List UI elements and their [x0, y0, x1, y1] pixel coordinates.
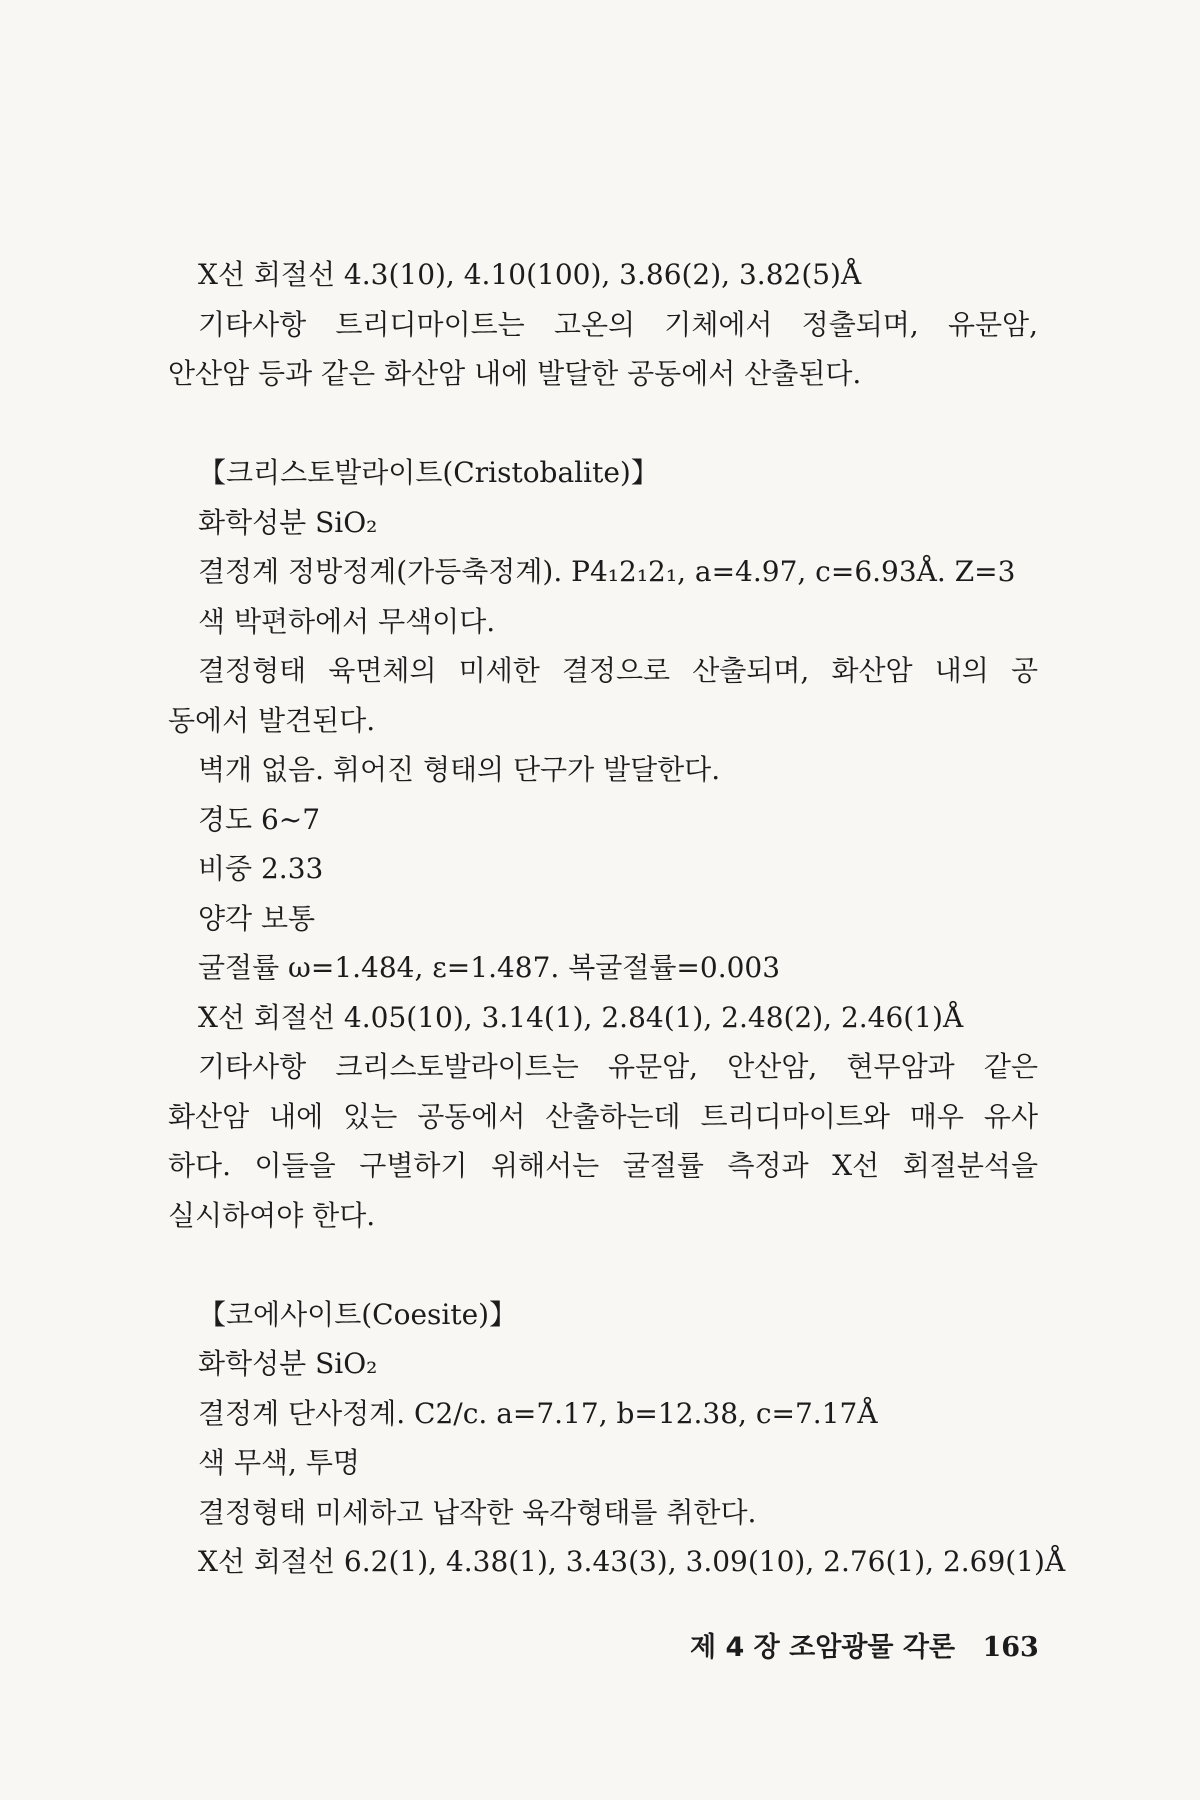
- text-line: 실시하여야 한다.: [168, 1198, 376, 1232]
- text-line: X선 회절선 6.2(1), 4.38(1), 3.43(3), 3.09(10), 2.76(1), 2.69(1)Å: [198, 1545, 1066, 1578]
- text-line: 화산암 내에 있는 공동에서 산출하는데 트리디마이트와 매우 유사: [168, 1099, 1038, 1133]
- text-line: 하다. 이들을 구별하기 위해서는 굴절률 측정과 X선 회절분석을: [168, 1149, 1038, 1182]
- text-line: 색 박편하에서 무색이다.: [198, 604, 496, 638]
- text-line: 벽개 없음. 휘어진 형태의 단구가 발달한다.: [198, 753, 721, 786]
- text-line: 굴절률 ω=1.484, ε=1.487. 복굴절률=0.003: [198, 951, 781, 984]
- page-footer: [690, 1625, 1039, 1664]
- mineral-heading: 【코에사이트(Coesite)】: [198, 1297, 518, 1331]
- text-line: X선 회절선 4.05(10), 3.14(1), 2.84(1), 2.48(2), 2.46(1)Å: [198, 1000, 964, 1034]
- section-0: [168, 250, 1038, 399]
- text-line: 기타사항 크리스토발라이트는 유문암, 안산암, 현무암과 같은: [198, 1050, 1038, 1083]
- text-line: 결정형태 미세하고 납작한 육각형태를 취한다.: [198, 1495, 757, 1529]
- text-line: 색 무색, 투명: [198, 1446, 360, 1479]
- text-line: X선 회절선 4.3(10), 4.10(100), 3.86(2), 3.82(5)Å: [198, 258, 862, 291]
- text-line: 화학성분 SiO₂: [198, 1347, 378, 1380]
- chapter-title: 제 4 장 조암광물 각론: [690, 1632, 956, 1663]
- page-number: 163: [982, 1632, 1039, 1663]
- text-line: 화학성분 SiO₂: [198, 505, 378, 539]
- text-line: 경도 6~7: [198, 802, 321, 836]
- text-line: 동에서 발견된다.: [168, 703, 376, 737]
- text-line: 양각 보통: [198, 901, 316, 935]
- section-2: [168, 1240, 1066, 1587]
- section-1: [168, 399, 1038, 1241]
- text-line: 기타사항 트리디마이트는 고온의 기체에서 정출되며, 유문암,: [198, 307, 1038, 341]
- text-line: 결정계 단사정계. C2/c. a=7.17, b=12.38, c=7.17Å: [198, 1396, 878, 1430]
- text-line: 결정계 정방정계(가등축정계). P4₁2₁2₁, a=4.97, c=6.93Å. Z=3: [198, 555, 1016, 588]
- page-body: [168, 250, 1066, 1587]
- section-spacer: [168, 399, 1038, 449]
- section-spacer: [168, 1240, 1038, 1290]
- text-line: 안산암 등과 같은 화산암 내에 발달한 공동에서 산출된다.: [168, 357, 862, 390]
- text-line: 결정형태 육면체의 미세한 결정으로 산출되며, 화산암 내의 공: [198, 654, 1038, 687]
- mineral-heading: 【크리스토발라이트(Cristobalite)】: [198, 456, 659, 489]
- text-line: 비중 2.33: [198, 852, 324, 885]
